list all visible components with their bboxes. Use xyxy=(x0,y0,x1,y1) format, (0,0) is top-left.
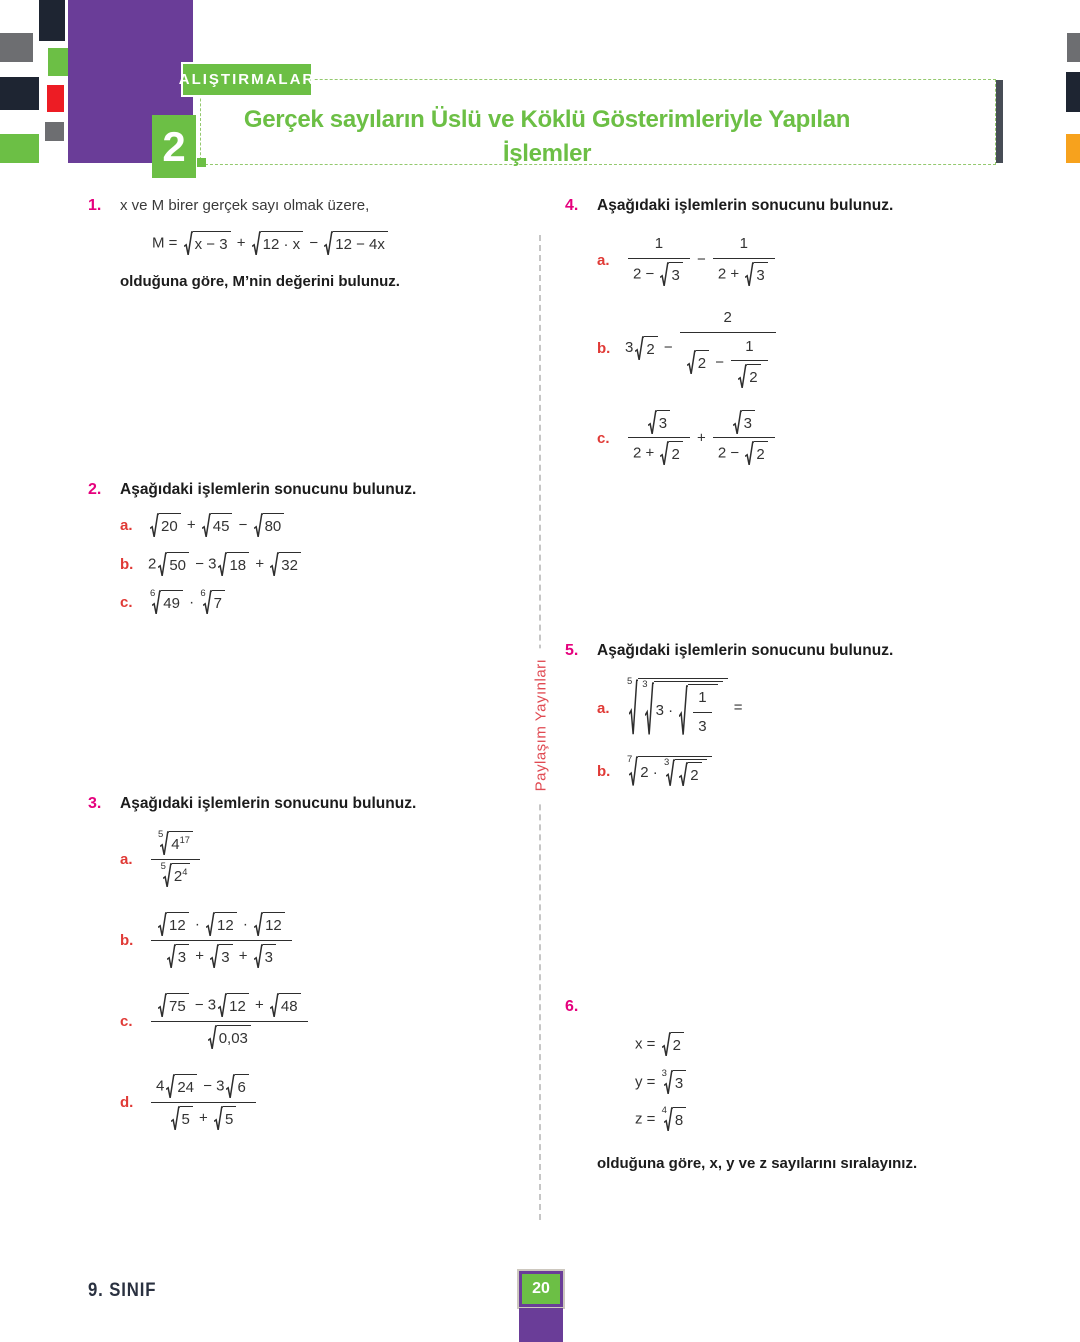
deco-square-navy-1 xyxy=(39,0,65,41)
section-label xyxy=(178,64,316,95)
equation-x: x = 2 xyxy=(635,1032,1015,1058)
page-badge-tail xyxy=(519,1308,563,1342)
item-math: 3 2 − 2 2 − $\frac{1}{2}$ xyxy=(625,307,779,390)
item-math: 4 24 − 3 6 5 + 5 xyxy=(148,1074,259,1131)
page-number: 20 xyxy=(522,1274,560,1304)
question-item xyxy=(597,678,1015,738)
item-math: 6 49 · 6 7 xyxy=(148,590,227,616)
item-math: 1 2 − 3 − 1 2 + 3 xyxy=(625,233,778,287)
item-math: 7 2 · 3 2 xyxy=(625,756,714,788)
deco-square-gray-1 xyxy=(0,33,33,62)
item-letter: a. xyxy=(597,699,610,717)
question-item xyxy=(597,307,1015,390)
page-number-badge xyxy=(517,1269,565,1309)
item-letter: d. xyxy=(120,1094,134,1111)
question-heading: Aşağıdaki işlemlerin sonucunu bulunuz. xyxy=(120,795,417,812)
item-letter: c. xyxy=(120,1013,133,1030)
question-item xyxy=(120,831,520,888)
item-letter: a. xyxy=(120,851,133,868)
question-1 xyxy=(88,197,520,290)
question-5 xyxy=(565,642,1015,806)
item-letter: a. xyxy=(120,517,133,535)
question-number: 3. xyxy=(88,795,102,812)
question-item xyxy=(120,993,520,1050)
question-conclusion: olduğuna göre, x, y ve z sayılarını sıralayınız. xyxy=(597,1154,918,1172)
question-item xyxy=(597,756,1015,788)
question-item xyxy=(120,590,520,616)
question-heading: Aşağıdaki işlemlerin sonucunu bulunuz. xyxy=(597,197,894,214)
question-number: 2. xyxy=(88,481,102,498)
question-item xyxy=(120,513,520,539)
question-4 xyxy=(565,197,1015,487)
item-letter: b. xyxy=(597,339,611,357)
item-math: 3 2 + 2 + 3 2 − 2 xyxy=(625,410,778,467)
unit-number: 2 xyxy=(162,122,186,170)
unit-number-badge xyxy=(152,115,196,178)
item-math: 5 3 3 · $\frac{1}{3}$ = xyxy=(625,678,743,738)
header-end-bar xyxy=(996,80,1003,163)
question-number: 6. xyxy=(565,998,579,1015)
equation-z: z = 4 8 xyxy=(635,1107,1015,1133)
deco-square-green-2 xyxy=(0,134,39,163)
question-item xyxy=(120,1074,520,1131)
item-math: 20 + 45 − 80 xyxy=(148,513,286,539)
question-6 xyxy=(565,998,1015,1172)
question-item xyxy=(597,233,1015,287)
question-3 xyxy=(88,795,520,1155)
question-item xyxy=(120,912,520,969)
question-intro: x ve M birer gerçek sayı olmak üzere, xyxy=(120,197,370,214)
edge-bar-navy xyxy=(1066,72,1080,112)
deco-square-navy-2 xyxy=(0,77,39,110)
publisher-watermark: Paylaşım Yayınları xyxy=(529,649,554,802)
question-heading: Aşağıdaki işlemlerin sonucunu bulunuz. xyxy=(597,642,894,659)
section-label-text: ALIŞTIRMALAR xyxy=(178,71,316,88)
item-math: 12 · 12 · 12 3 + 3 + 3 xyxy=(148,912,295,969)
header-corner-dot xyxy=(197,158,206,167)
item-math: 2 50 − 3 18 + 32 xyxy=(148,552,303,578)
edge-bar-orange xyxy=(1066,134,1080,163)
item-letter: b. xyxy=(597,763,611,781)
item-letter: b. xyxy=(120,932,134,949)
question-conclusion: olduğuna göre, M’nin değerini bulunuz. xyxy=(120,272,400,290)
item-letter: c. xyxy=(120,594,133,612)
item-letter: a. xyxy=(597,251,610,269)
item-math: 75 − 3 12 + 48 0,03 xyxy=(148,993,311,1050)
page-title: Gerçek sayıların Üslü ve Köklü Gösterimleriyle Yapılan İşlemler xyxy=(243,106,851,167)
footer-grade-label: 9. SINIF xyxy=(88,1280,157,1301)
edge-bar-gray xyxy=(1067,33,1080,62)
question-heading: Aşağıdaki işlemlerin sonucunu bulunuz. xyxy=(120,481,417,498)
equation-y: y = 3 3 xyxy=(635,1070,1015,1096)
item-letter: c. xyxy=(597,429,610,447)
question-2 xyxy=(88,481,520,629)
item-math: 5 $4^{17}$ 5 $2^4$ xyxy=(148,831,203,888)
question-number: 1. xyxy=(88,197,102,214)
deco-square-red xyxy=(47,85,64,112)
item-letter: b. xyxy=(120,555,134,573)
question-item xyxy=(120,552,520,578)
question-item xyxy=(597,410,1015,467)
question-formula: M = x − 3 + 12 · x − 12 − 4x xyxy=(152,231,520,257)
deco-square-gray-2 xyxy=(45,122,64,141)
question-number: 4. xyxy=(565,197,579,214)
question-number: 5. xyxy=(565,642,579,659)
